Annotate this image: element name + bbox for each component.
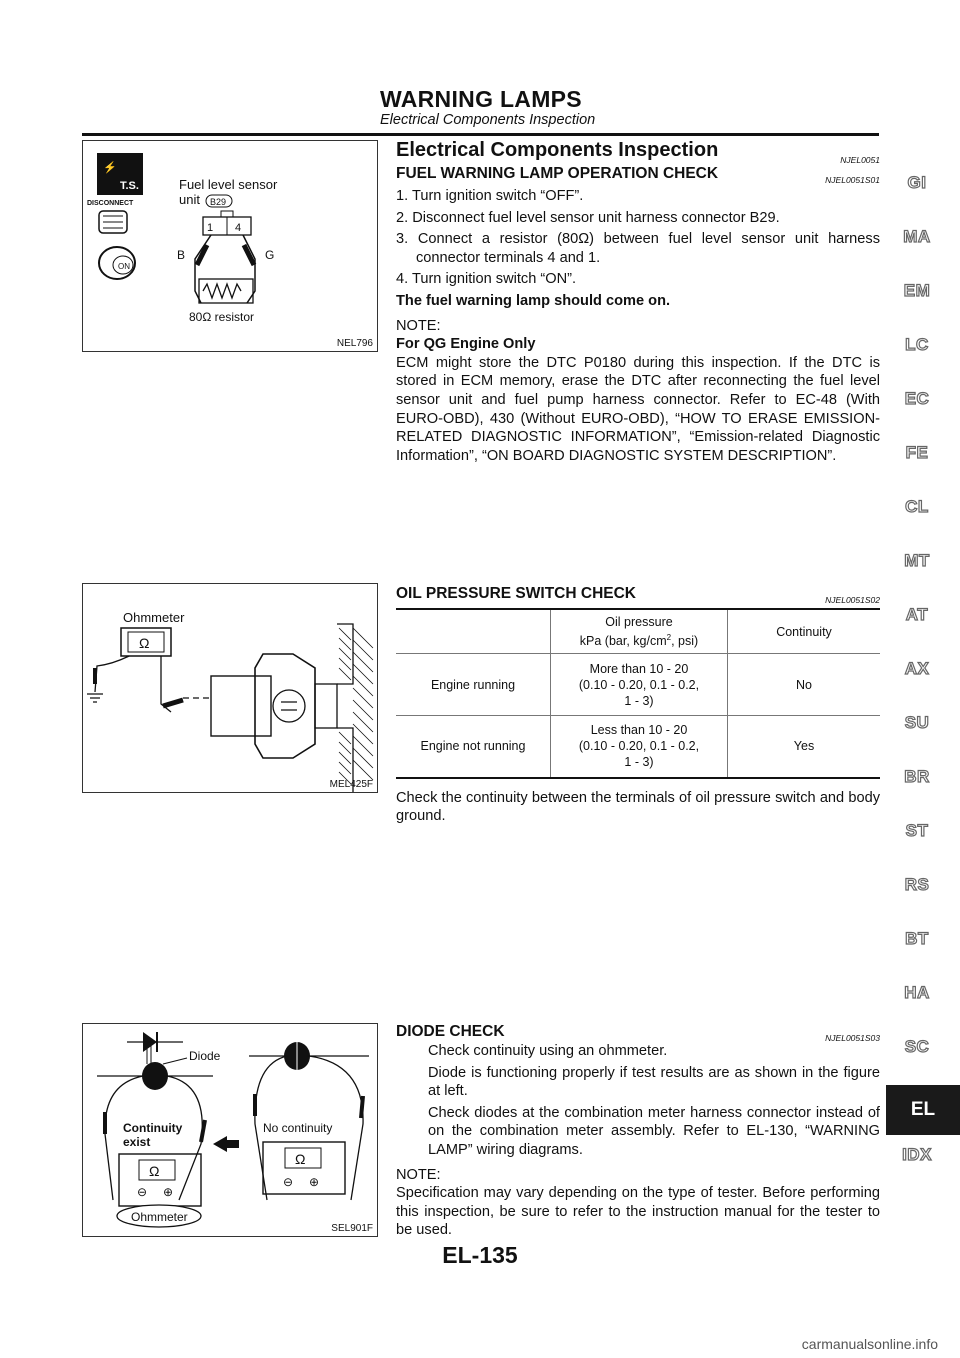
figure-id: SEL901F [331,1223,373,1234]
unit-label: unit [179,192,200,207]
omega-label-1: Ω [149,1163,160,1179]
diode-check-diagram-icon [83,1024,377,1236]
side-tab-sc[interactable]: SC [904,1037,930,1056]
header-pressure: Oil pressure kPa (bar, $kg/cm^2$, psi) [551,609,728,654]
oil-check-heading: OIL PRESSURE SWITCH CHECK NJEL0051S02 [396,584,880,604]
side-tab-br[interactable]: BR [904,767,930,786]
row-condition: Engine running [396,654,551,716]
diode-para-1: Check continuity using an ohmmeter. [428,1043,668,1059]
side-tab-rs[interactable]: RS [904,875,930,894]
oil-instruction: Check the continuity between the terminals of oil pressure switch and body ground. [396,789,880,825]
side-tab-bt[interactable]: BT [905,929,929,948]
side-tab-fe[interactable]: FE [905,443,929,462]
continuity-exist-label: exist [123,1135,151,1149]
side-tab-ax[interactable]: AX [904,659,930,678]
figure-fuel-sensor [82,140,378,352]
minus-label-2: ⊖ [283,1175,294,1189]
diode-check-heading: DIODE CHECK NJEL0051S03 [396,1022,880,1042]
no-continuity-label: No continuity [263,1121,333,1135]
omega-label-2: Ω [295,1151,306,1167]
diode-para-3: Check diodes at the combination meter harness connector instead of on the combination meter assembly. Refer to EL-130, “WARNING LAMP” wiring diagrams. [428,1104,880,1158]
fuel-check-heading: FUEL WARNING LAMP OPERATION CHECK NJEL0051S01 [396,164,880,184]
row-pressure: Less than 10 - 20 (0.10 - 0.20, 0.1 - 0.2, 1 - 3) [551,716,728,778]
side-tab-mt[interactable]: MT [904,551,930,570]
row-pressure: More than 10 - 20 (0.10 - 0.20, 0.1 - 0.2, 1 - 3) [551,654,728,716]
oil-pressure-table [396,608,880,779]
fuel-note-title: For QG Engine Only [396,336,536,353]
pin-1-label: 1 [207,222,214,234]
section-heading: Electrical Components Inspection NJEL0051 [396,138,880,162]
wire-b-label: B [177,248,186,262]
on-label: ON [118,262,130,271]
header-continuity: Continuity [728,609,881,654]
pin-4-label: 4 [235,222,242,234]
table-header-row [396,609,880,654]
diode-note-label: NOTE: [396,1166,441,1183]
diode-note-text: Specification may vary depending on the type of tester. Before performing this inspection, be sure to refer to the instruction manual for the tester to be used. [396,1185,880,1239]
resistor-label: 80Ω resistor [189,310,254,324]
figure-diode-check [82,1023,378,1237]
side-tab-lc[interactable]: LC [905,335,929,354]
diode-check-code: NJEL0051S03 [825,1033,880,1043]
page-title: WARNING LAMPS [380,86,582,112]
side-tab-at[interactable]: AT [905,605,929,624]
table-row [396,716,880,778]
oil-switch-diagram-icon [83,584,377,792]
diode-section [396,1022,880,1240]
fuel-section [396,138,880,465]
wire-g-label: G [265,248,275,262]
oil-section [396,584,880,826]
side-tab-gi[interactable]: GI [907,173,927,192]
side-tab-idx[interactable]: IDX [902,1145,932,1164]
ts-label: T.S. [120,180,139,192]
fuel-result: The fuel warning lamp should come on. [396,292,671,309]
ohmmeter-label: Ohmmeter [131,1210,188,1224]
fuel-step-4: 4. Turn ignition switch “ON”. [396,271,577,288]
fuel-check-code: NJEL0051S01 [825,175,880,185]
figure-id: NEL796 [336,338,373,349]
side-tab-ha[interactable]: HA [904,983,930,1002]
side-tab-el-active[interactable]: EL [886,1085,960,1135]
watermark: carmanualsonline.info [801,1336,938,1352]
diode-label: Diode [189,1049,221,1063]
diode-para-2: Diode is functioning properly if test results are as shown in the figure at left. [428,1064,880,1100]
oil-check-code: NJEL0051S02 [825,595,880,605]
svg-text:⚡: ⚡ [103,162,117,174]
row-continuity: No [728,654,881,716]
figure-oil-pressure-switch [82,583,378,793]
side-tab-st[interactable]: ST [905,821,929,840]
page-subtitle: Electrical Components Inspection [380,112,596,128]
section-code: NJEL0051 [840,155,880,165]
side-tab-em[interactable]: EM [903,281,931,300]
page-number: EL-135 [442,1242,518,1268]
fuel-note-label: NOTE: [396,317,441,334]
plus-label-2: ⊕ [309,1175,320,1189]
omega-label: Ω [139,635,150,651]
row-continuity: Yes [728,716,881,778]
side-tab-su[interactable]: SU [904,713,930,732]
row-condition: Engine not running [396,716,551,778]
header-rule [82,133,879,136]
fuel-note-text: ECM might store the DTC P0180 during this inspection. If the DTC is stored in ECM memory, erase the DTC after reconnecting the fuel level sensor unit and fuel pump harness connector. Refer to EC-48 (With EURO-OBD), 430 (Without EURO-OBD), “HOW TO ERASE EMISSION-RELATED DIAGNOSTIC INFORMATION”, “Emission-related Diagnostic Information”, “ON BOARD DIAGNOSTIC SYSTEM DESCRIPTION”. [396,354,880,464]
disconnect-label: DISCONNECT [87,200,134,207]
minus-label-1: ⊖ [137,1185,148,1199]
fuel-step-1: 1. Turn ignition switch “OFF”. [396,188,584,204]
side-tab-ma[interactable]: MA [903,227,931,246]
fuel-step-3: 3. Connect a resistor (80Ω) between fuel level sensor unit harness connector terminals 4 and 1. [396,231,880,266]
figure-id: MEL425F [329,779,373,790]
fuel-sensor-diagram-icon [83,141,377,351]
plus-label-1: ⊕ [163,1185,174,1199]
side-tab-ec[interactable]: EC [904,389,930,408]
fuel-step-2: 2. Disconnect fuel level sensor unit harness connector B29. [396,209,780,226]
table-row [396,654,880,716]
ohmmeter-label: Ohmmeter [123,610,185,625]
side-tab-cl[interactable]: CL [905,497,929,516]
fuel-sensor-label: Fuel level sensor [179,177,278,192]
connector-label: B29 [210,197,227,207]
continuity-label: Continuity [123,1121,183,1135]
